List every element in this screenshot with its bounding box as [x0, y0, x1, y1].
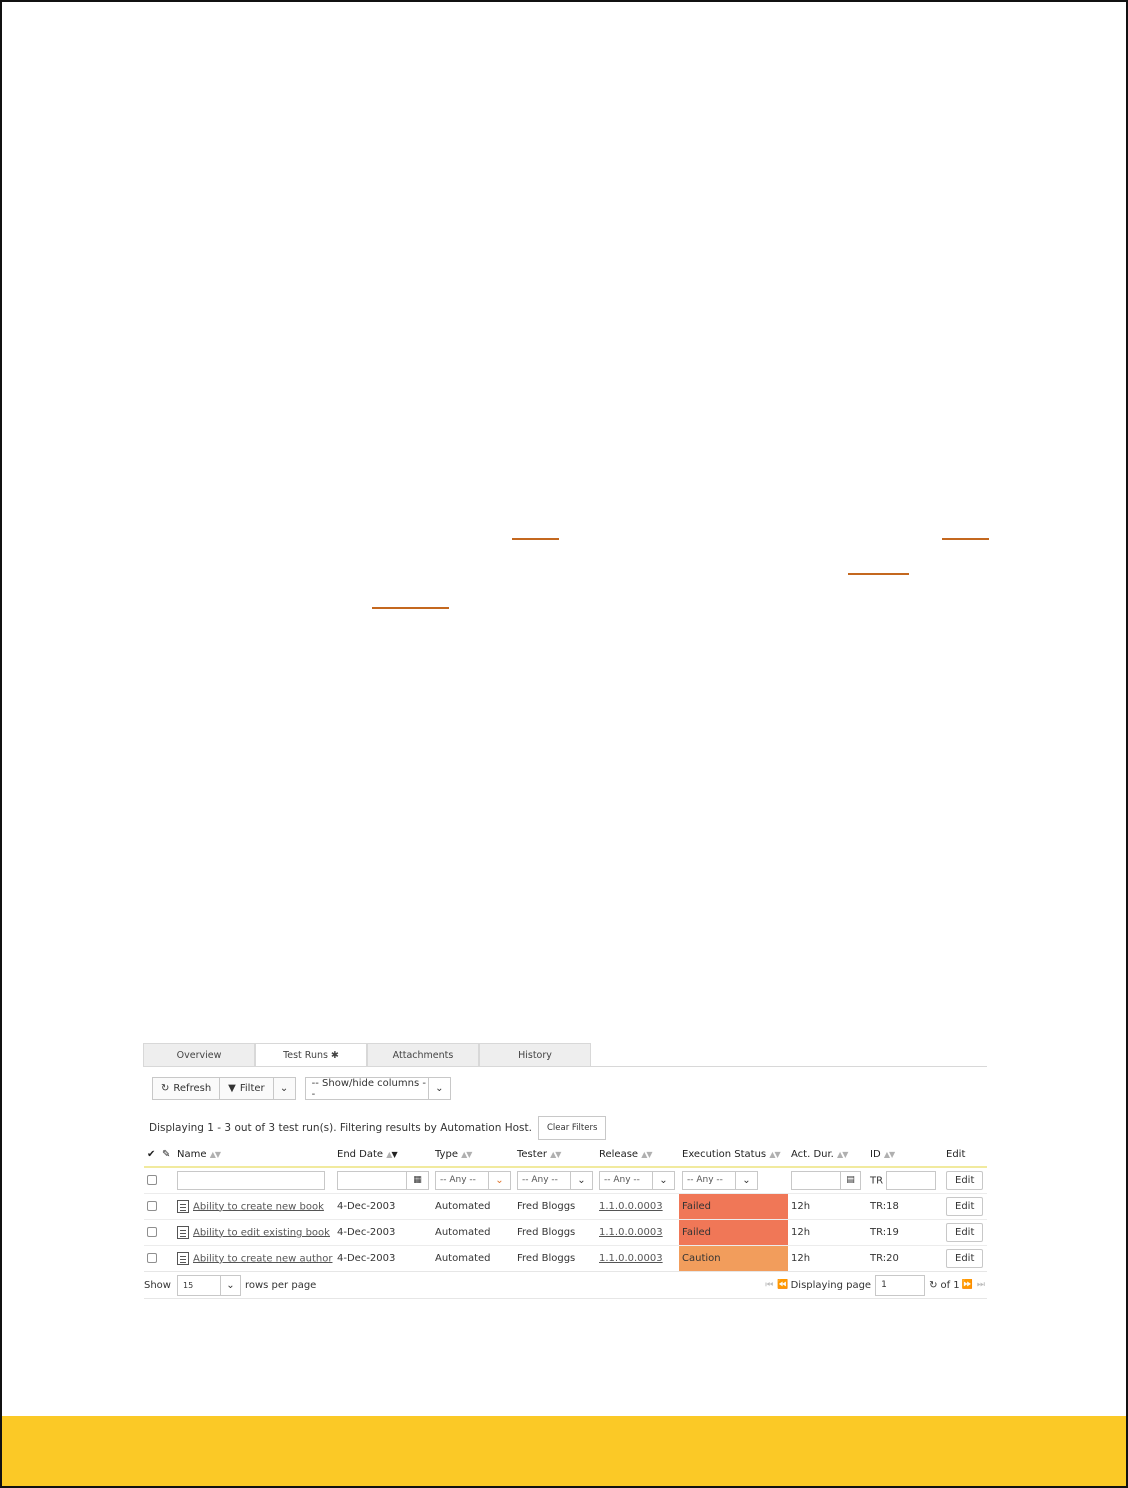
link-underline[interactable]	[942, 538, 989, 540]
sort-arrows-icon[interactable]: ▲▼	[461, 1150, 472, 1159]
status-badge: Caution	[679, 1245, 788, 1271]
end-date-cell: 4-Dec-2003	[334, 1219, 432, 1245]
test-runs-table	[144, 1143, 987, 1271]
previous-page-icon[interactable]: ⏪	[777, 1280, 789, 1290]
calendar-icon[interactable]: ▦	[407, 1171, 429, 1190]
results-info	[149, 1116, 606, 1140]
id-cell: TR:19	[867, 1219, 943, 1245]
release-link[interactable]: 1.1.0.0.0003	[599, 1252, 663, 1264]
column-header-status[interactable]: Execution Status ▲▼	[682, 1149, 780, 1160]
sort-arrows-icon[interactable]: ▲▼	[883, 1150, 895, 1159]
displaying-page-label: Displaying page	[790, 1279, 872, 1291]
refresh-label: Refresh	[173, 1083, 212, 1094]
duration-cell: 12h	[788, 1193, 867, 1219]
tester-cell: Fred Bloggs	[514, 1245, 596, 1271]
column-header-id[interactable]: ID ▲▼	[870, 1149, 895, 1160]
select-all-check-icon: ✔	[147, 1149, 156, 1160]
tester-cell: Fred Bloggs	[514, 1193, 596, 1219]
duration-cell: 12h	[788, 1219, 867, 1245]
chevron-down-icon: ⌄	[488, 1172, 510, 1189]
column-header-tester[interactable]: Tester ▲▼	[517, 1149, 561, 1160]
end-date-cell: 4-Dec-2003	[334, 1245, 432, 1271]
status-badge: Failed	[679, 1219, 788, 1245]
status-badge: Failed	[679, 1193, 788, 1219]
sort-arrows-icon[interactable]: ▲▼	[837, 1150, 848, 1159]
page-number-input[interactable]: 1	[875, 1275, 925, 1296]
column-header-end-date[interactable]: End Date ▲▼	[337, 1149, 397, 1160]
table-row	[144, 1219, 987, 1245]
row-edit-button[interactable]: Edit	[946, 1197, 983, 1216]
clear-filters-button[interactable]: Clear Filters	[538, 1116, 606, 1140]
end-date-cell: 4-Dec-2003	[334, 1193, 432, 1219]
row-edit-button[interactable]: Edit	[946, 1249, 983, 1268]
tab-divider	[143, 1066, 987, 1067]
duration-cell: 12h	[788, 1245, 867, 1271]
show-label: Show	[144, 1279, 171, 1291]
link-underline[interactable]	[848, 573, 909, 575]
filter-icon: ▼	[228, 1083, 236, 1094]
chevron-down-icon: ⌄	[570, 1172, 592, 1189]
attachment-icon: ✎	[162, 1149, 171, 1160]
header-row	[144, 1143, 987, 1167]
duration-filter-input[interactable]	[791, 1171, 841, 1190]
row-checkbox[interactable]	[147, 1201, 157, 1211]
column-header-release[interactable]: Release ▲▼	[599, 1149, 652, 1160]
filter-row	[144, 1167, 987, 1193]
select-all-checkbox[interactable]	[147, 1175, 157, 1185]
test-run-name-link[interactable]: Ability to create new book	[193, 1201, 324, 1212]
link-underline[interactable]	[372, 607, 449, 609]
tab-overview[interactable]: Overview	[143, 1043, 255, 1067]
test-run-icon	[177, 1200, 189, 1213]
tester-cell: Fred Bloggs	[514, 1219, 596, 1245]
test-run-icon	[177, 1252, 189, 1265]
filter-dropdown-button[interactable]	[274, 1077, 296, 1100]
type-cell: Automated	[432, 1193, 514, 1219]
sort-arrows-icon[interactable]: ▲▼	[209, 1150, 221, 1159]
chevron-down-icon: ⌄	[220, 1276, 240, 1295]
id-cell: TR:20	[867, 1245, 943, 1271]
row-checkbox[interactable]	[147, 1253, 157, 1263]
filter-label: Filter	[239, 1083, 265, 1094]
chevron-down-icon: ⌄	[735, 1172, 757, 1189]
id-cell: TR:18	[867, 1193, 943, 1219]
type-filter-select[interactable]: -- Any -- ⌄	[435, 1171, 511, 1190]
release-link[interactable]: 1.1.0.0.0003	[599, 1200, 663, 1212]
calculator-icon[interactable]: ▤	[841, 1171, 861, 1190]
end-date-filter-input[interactable]	[337, 1171, 407, 1190]
rows-per-page-label: rows per page	[244, 1279, 317, 1291]
column-header-name[interactable]: Name ▲▼	[177, 1149, 221, 1160]
row-edit-button[interactable]: Edit	[946, 1223, 983, 1242]
show-hide-columns-label: -- Show/hide columns --	[311, 1077, 426, 1100]
tab-history[interactable]: History	[479, 1043, 591, 1067]
first-page-icon[interactable]: ⏮	[765, 1280, 774, 1290]
grid-toolbar	[152, 1077, 451, 1100]
tab-attachments[interactable]: Attachments	[367, 1043, 479, 1067]
type-cell: Automated	[432, 1219, 514, 1245]
tab-test-runs[interactable]: Test Runs ✱	[255, 1043, 367, 1067]
sort-arrows-icon[interactable]: ▲▼	[550, 1150, 561, 1159]
tab-bar	[143, 1043, 591, 1067]
column-header-edit: Edit	[946, 1149, 966, 1160]
page-count-label: of 1	[940, 1279, 960, 1291]
refresh-icon: ↻	[161, 1083, 170, 1094]
release-link[interactable]: 1.1.0.0.0003	[599, 1226, 663, 1238]
release-filter-select[interactable]: -- Any -- ⌄	[599, 1171, 675, 1190]
filter-edit-button[interactable]: Edit	[946, 1171, 983, 1190]
refresh-page-icon[interactable]: ↻	[929, 1279, 938, 1291]
test-runs-panel	[135, 1040, 987, 1302]
chevron-down-icon: ⌄	[652, 1172, 674, 1189]
test-run-name-link[interactable]: Ability to edit existing book	[193, 1227, 330, 1238]
name-filter-input[interactable]	[177, 1171, 325, 1190]
table-row	[144, 1245, 987, 1271]
test-run-name-link[interactable]: Ability to create new author	[193, 1253, 333, 1265]
link-underline[interactable]	[512, 538, 559, 540]
status-filter-select[interactable]: -- Any -- ⌄	[682, 1171, 758, 1190]
sort-arrows-icon[interactable]: ▲▼	[641, 1150, 652, 1159]
column-header-duration[interactable]: Act. Dur. ▲▼	[791, 1149, 848, 1160]
sort-arrows-icon[interactable]: ▲▼	[769, 1150, 780, 1159]
table-row	[144, 1193, 987, 1219]
chevron-down-icon: ⌄	[279, 1083, 289, 1094]
row-checkbox[interactable]	[147, 1227, 157, 1237]
tester-filter-select[interactable]: -- Any -- ⌄	[517, 1171, 593, 1190]
filter-button[interactable]	[220, 1077, 273, 1100]
next-page-icon[interactable]: ⏩	[961, 1280, 973, 1290]
last-page-icon[interactable]: ⏭	[976, 1280, 985, 1290]
results-info-text: Displaying 1 - 3 out of 3 test run(s). Filtering results by Automation Host.	[149, 1122, 532, 1134]
footer-band	[0, 1416, 1128, 1488]
show-hide-columns-select[interactable]	[305, 1077, 451, 1100]
type-cell: Automated	[432, 1245, 514, 1271]
test-run-icon	[177, 1226, 189, 1239]
id-prefix-label: TR	[870, 1175, 884, 1187]
refresh-button[interactable]	[152, 1077, 220, 1100]
column-header-type[interactable]: Type ▲▼	[435, 1149, 472, 1160]
rows-per-page-select[interactable]: 15 ⌄	[177, 1275, 241, 1296]
chevron-down-icon: ⌄	[428, 1078, 450, 1099]
pagination-bar	[144, 1271, 987, 1299]
id-filter-input[interactable]	[886, 1171, 936, 1190]
sort-arrows-icon[interactable]: ▲▼	[386, 1150, 397, 1159]
